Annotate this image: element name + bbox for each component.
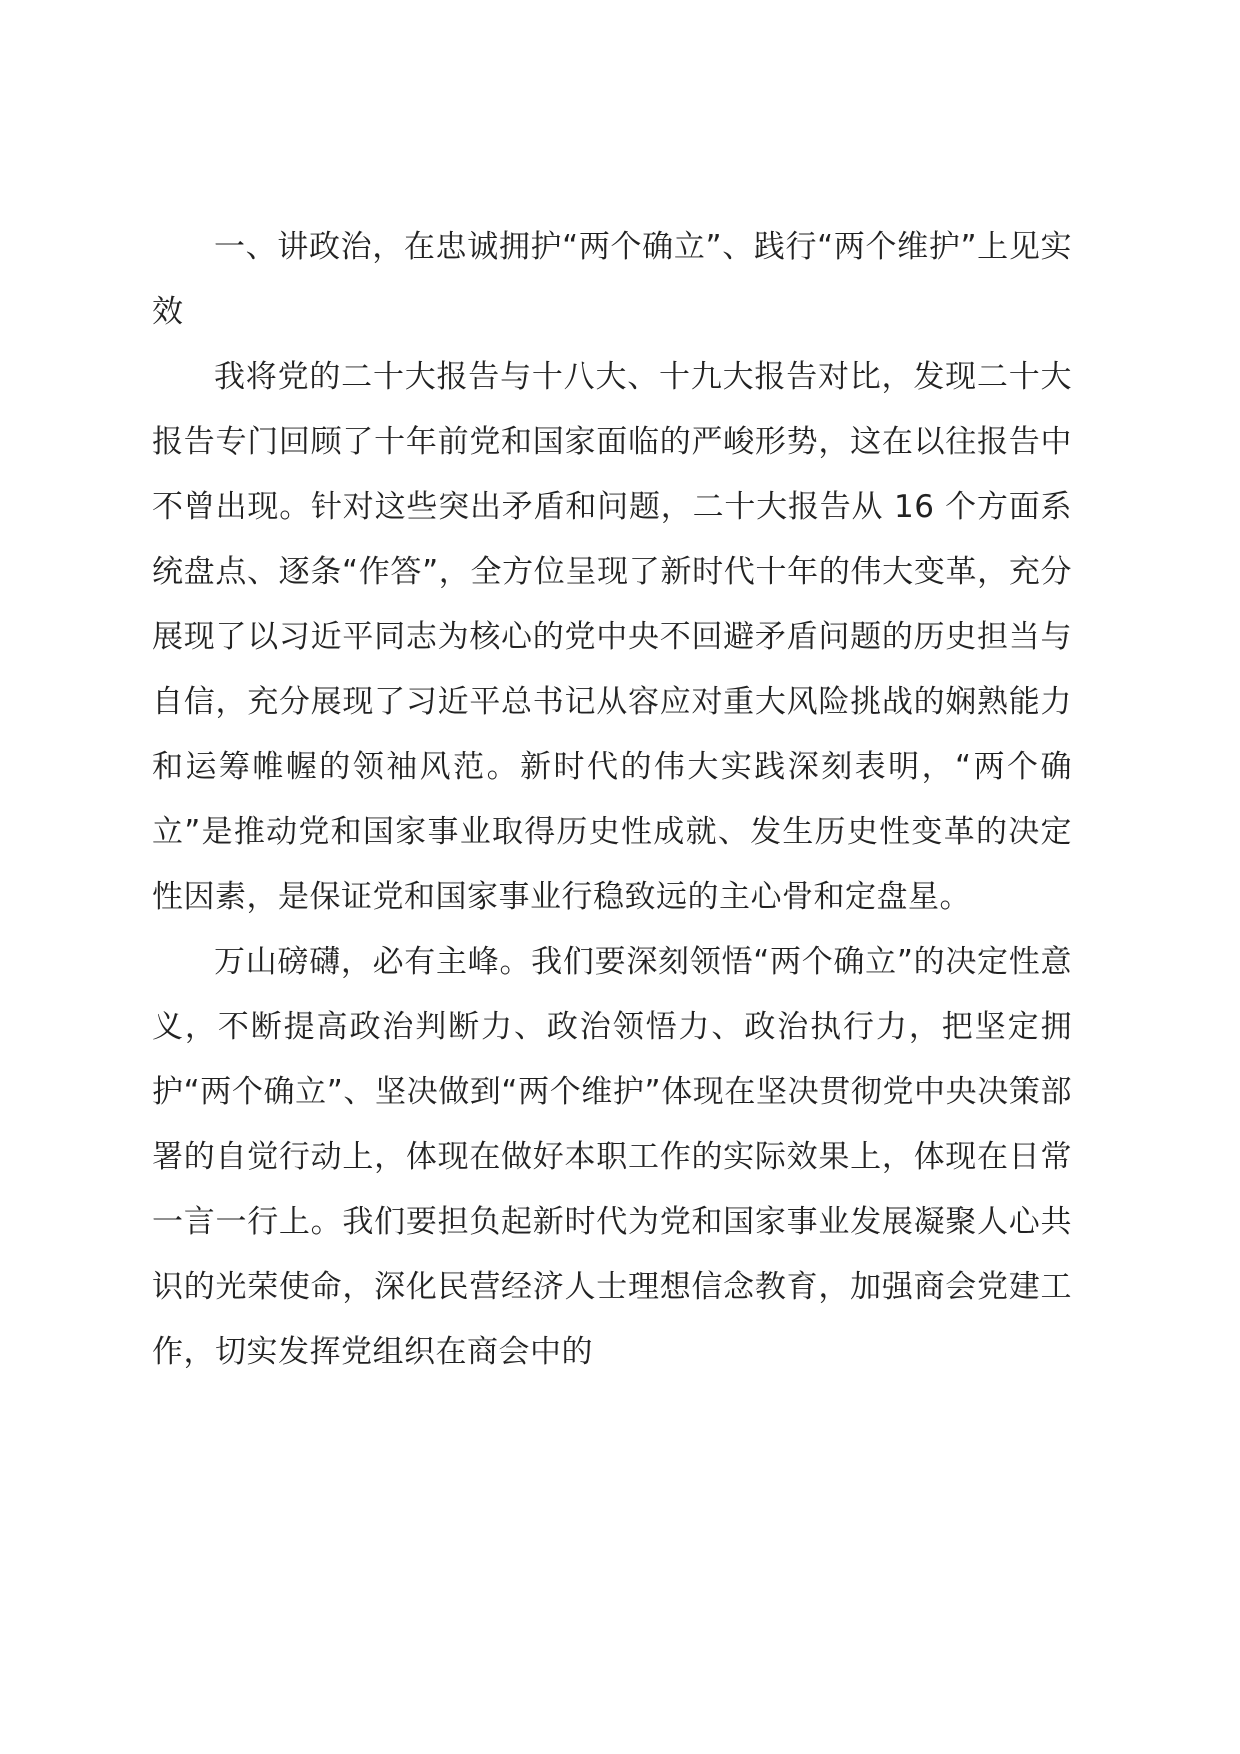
body-paragraph-2: 万山磅礴，必有主峰。我们要深刻领悟“两个确立”的决定性意义，不断提高政治判断力、政治领悟力、政治执行力，把坚定拥护“两个确立”、坚决做到“两个维护”体现在坚决贯彻党中央决策部署的自觉行动上，体现在做好本职工作的实际效果上，体现在日常一言一行上。我们要担负起新时代为党和国家事业发展凝聚人心共识的光荣使命，深化民营经济人士理想信念教育，加强商会党建工作，切实发挥党组织在商会中的 — [152, 944, 1072, 1370]
document-body — [152, 215, 1072, 1385]
section-heading: 一、讲政治，在忠诚拥护“两个确立”、践行“两个维护”上见实效 — [152, 229, 1072, 330]
body-paragraph-1: 我将党的二十大报告与十八大、十九大报告对比，发现二十大报告专门回顾了十年前党和国家面临的严峻形势，这在以往报告中不曾出现。针对这些突出矛盾和问题，二十大报告从 16 个方面系统盘点、逐条“作答”，全方位呈现了新时代十年的伟大变革，充分展现了以习近平同志为核心的党中央不回避矛盾问题的历史担当与自信，充分展现了习近平总书记从容应对重大风险挑战的娴熟能力和运筹帷幄的领袖风范。新时代的伟大实践深刻表明，“两个确立”是推动党和国家事业取得历史性成就、发生历史性变革的决定性因素，是保证党和国家事业行稳致远的主心骨和定盘星。 — [152, 359, 1072, 915]
